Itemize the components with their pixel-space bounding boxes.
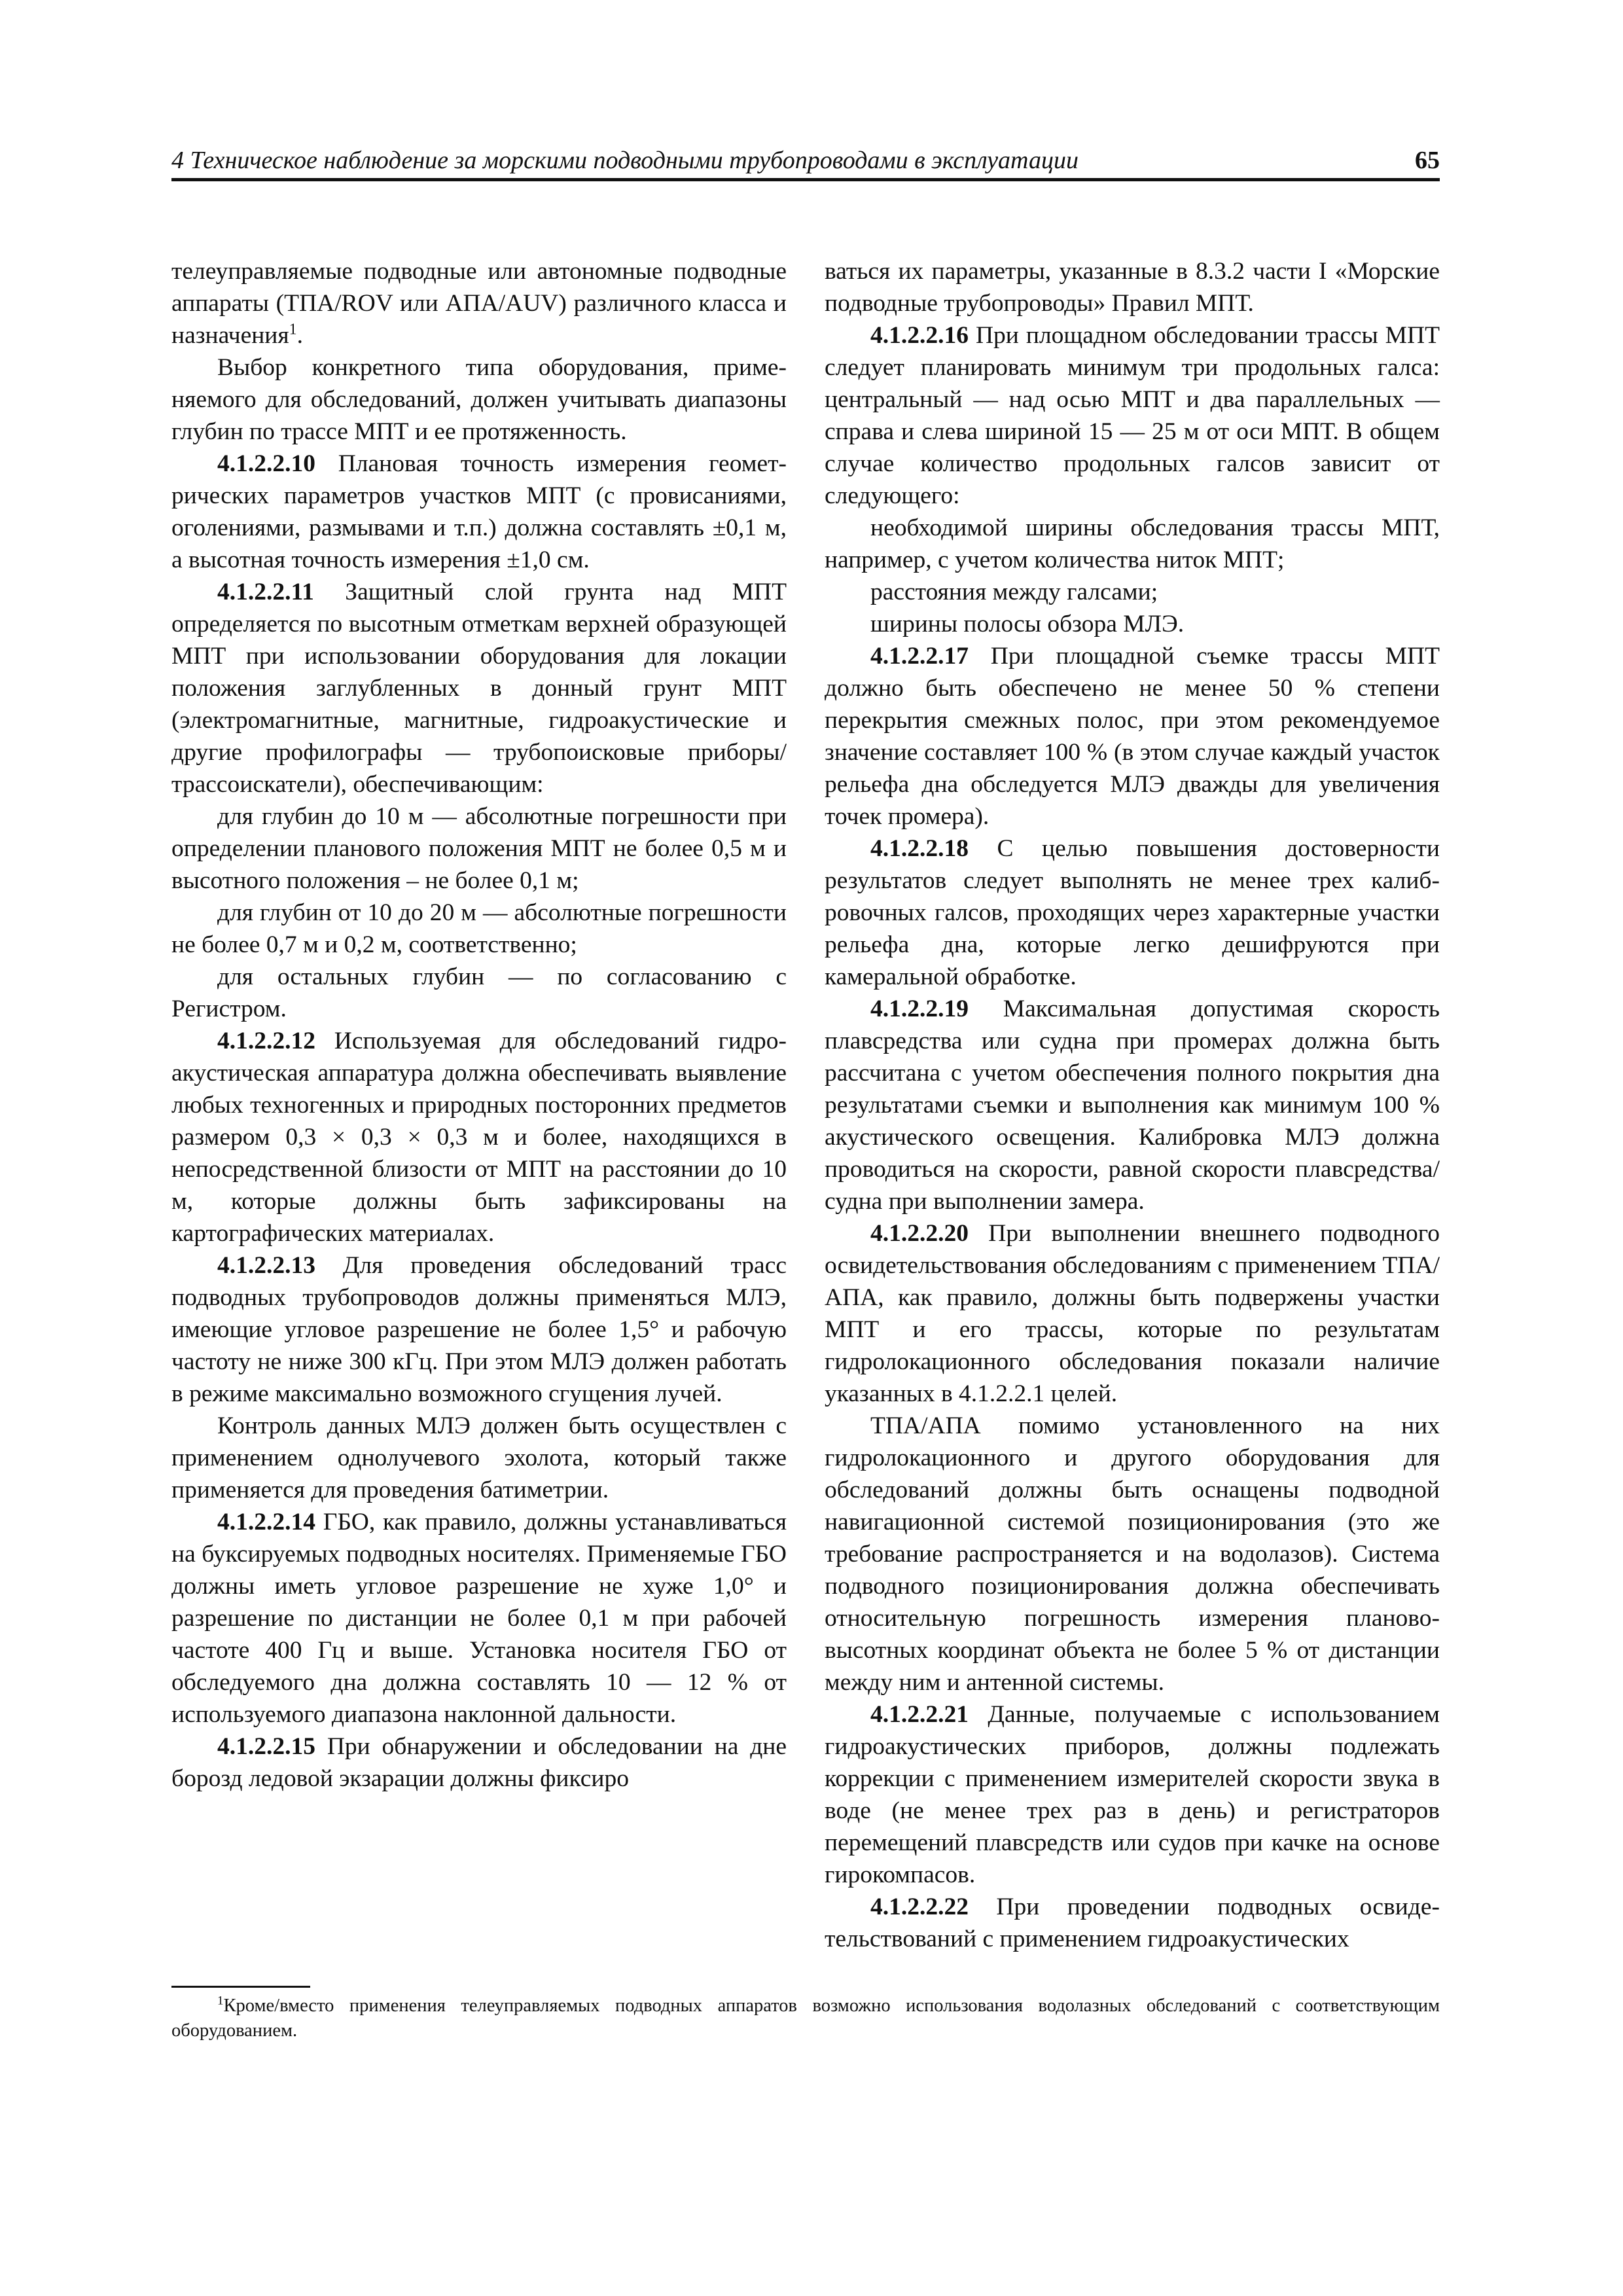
paragraph: Выбор конкретного типа оборудования, применяемого для обследований, должен учитывать диапазоны глубин по трассе МПТ и ее протяженность. [171, 354, 787, 445]
paragraph: Контроль данных МЛЭ должен быть осуществлен с применением однолучевого эхолота, который также применяется для проведения батиметрии. [171, 1412, 787, 1503]
page-number: 65 [1415, 147, 1440, 174]
clause-4-1-2-2-22: 4.1.2.2.22 При проведении подводных освидетельствований с применением гидроакустических [825, 1893, 1440, 1952]
right-column [825, 255, 1440, 1955]
footnote-mark: 1 [289, 321, 297, 338]
list-item: для остальных глубин — по согласованию с Регистром. [171, 963, 787, 1022]
running-head [171, 145, 1440, 175]
clause-4-1-2-2-17: 4.1.2.2.17 При площадной съемке трассы МПТ должно быть обеспечено не менее 50 % степени перекрытия смежных полос, при этом рекомендуемое значение составляет 100 % (в этом случае каждый участок рельефа дна обследуется МЛЭ дважды для увеличения точек промера). [825, 643, 1440, 830]
paragraph: ваться их параметры, указанные в 8.3.2 части I «Морские подводные трубопроводы» Правил МПТ. [825, 258, 1440, 317]
header-rule [171, 178, 1440, 181]
clause-4-1-2-2-13: 4.1.2.2.13 Для проведения обследований трасс подводных трубопроводов должны применяться МЛЭ, имеющие угловое разрешение не более 1,5° и рабочую частоту не ниже 300 кГц. При этом МЛЭ должен работать в режиме максимально возможного сгущения лучей. [171, 1252, 787, 1407]
clause-number: 4.1.2.2.16 [870, 322, 969, 349]
clause-4-1-2-2-12: 4.1.2.2.12 Используемая для обследований гидроакустическая аппаратура должна обеспечивать выявление любых техногенных и природных посторонних предметов размером 0,3 × 0,3 × 0,3 м и более, находящихся в непосредственной близости от МПТ на расстоянии до 10 м, которые должны быть зафиксированы на картографических материалах. [171, 1028, 787, 1247]
clause-number: 4.1.2.2.22 [870, 1893, 969, 1920]
list-item: расстояния между галсами; [870, 579, 1158, 605]
list-item: для глубин до 10 м — абсолютные погрешности при определении планового положения МПТ не более 0,5 м и высотного положения – не более 0,1 м; [171, 803, 787, 894]
clause-4-1-2-2-18: 4.1.2.2.18 С целью повышения достоверности результатов следует выполнять не менее трех калибровочных галсов, проходящих через характерные участки рельефа дна, которые легко дешифруются при камеральной обработке. [825, 835, 1440, 990]
running-head-title: 4 Техническое наблюдение за морскими подводными трубопроводами в эксплуатации [171, 147, 1079, 174]
clause-4-1-2-2-14: 4.1.2.2.14 ГБО, как правило, должны устанавливаться на буксируемых подводных носителях. Применяемые ГБО должны иметь угловое разрешение не хуже 1,0° и разрешение по дистанции не более 0,1 м при рабочей частоте 400 Гц и выше. Установка носителя ГБО от обследуемого дна должна составлять 10 — 12 % от используемого диапазона наклонной дальности. [171, 1509, 787, 1728]
footnote-mark: 1 [217, 1994, 224, 2008]
clause-number: 4.1.2.2.19 [870, 996, 969, 1022]
clause-4-1-2-2-11: 4.1.2.2.11 Защитный слой грунта над МПТ определяется по высотным отметкам верхней образующей МПТ при использовании оборудования для локации положения заглубленных в донный грунт МПТ (электромагнитные, магнитные, гидроакустические и другие профилографы — трубопоисковые приборы/трассоискатели), обеспечивающим: [171, 579, 787, 798]
clause-4-1-2-2-21: 4.1.2.2.21 Данные, получаемые с использованием гидроакустических приборов, должны подлежать коррекции с применением измерителей скорости звука в воде (не менее трех раз в день) и регистраторов перемещений плавсредств или судов при качке на основе гирокомпасов. [825, 1701, 1440, 1888]
clause-4-1-2-2-10: 4.1.2.2.10 Плановая точность измерения геометрических параметров участков МПТ (с провисаниями, оголениями, размывами и т.п.) должна составлять ±0,1 м, а высотная точность измерения ±1,0 см. [171, 450, 787, 573]
clause-number: 4.1.2.2.12 [217, 1028, 315, 1054]
paragraph: телеуправляемые подводные или автономные подводные аппараты (ТПА/ROV или АПА/AUV) различного класса и назначения$^1$. [171, 258, 787, 349]
left-column [171, 255, 787, 1795]
footnote-text: Кроме/вместо применения телеуправляемых подводных аппаратов возможно использования водолазных обследований с соответствующим оборудованием. [171, 1996, 1440, 2041]
clause-number: 4.1.2.2.11 [217, 579, 314, 605]
clause-4-1-2-2-19: 4.1.2.2.19 Максимальная допустимая скорость плавсредства или судна при промерах должна быть рассчитана с учетом обеспечения полного покрытия дна результатами съемки и выполнения как минимум 100 % акустического освещения. Калибровка МЛЭ должна проводиться на скорости, равной скорости плавсредства/судна при выполнении замера. [825, 996, 1440, 1215]
clause-number: 4.1.2.2.14 [217, 1509, 315, 1535]
clause-4-1-2-2-16: 4.1.2.2.16 При площадном обследовании трассы МПТ следует планировать минимум три продольных галса: центральный — над осью МПТ и два параллельных — справа и слева шириной 15 — 25 м от оси МПТ. В общем случае количество продольных галсов зависит от следующего: [825, 322, 1440, 509]
clause-4-1-2-2-20: 4.1.2.2.20 При выполнении внешнего подводного освидетельствования обследованиям с применением ТПА/АПА, как правило, должны быть подвержены участки МПТ и его трассы, которые по результатам гидролокационного обследования показали наличие указанных в 4.1.2.2.1 целей. [825, 1220, 1440, 1407]
footnote [171, 1994, 1440, 2043]
clause-number: 4.1.2.2.13 [217, 1252, 315, 1279]
clause-number: 4.1.2.2.10 [217, 450, 315, 477]
list-item: ширины полосы обзора МЛЭ. [870, 611, 1185, 637]
clause-4-1-2-2-15: 4.1.2.2.15 При обнаружении и обследовании на дне борозд ледовой экзарации должны фиксиро [171, 1733, 787, 1792]
clause-number: 4.1.2.2.18 [870, 835, 969, 862]
paragraph: ТПА/АПА помимо установленного на них гидролокационного и другого оборудования для обследований должны быть оснащены подводной навигационной системой позиционирования (это же требование распространяется и на водолазов). Система подводного позиционирования должна обеспечивать относительную погрешность измерения планово-высотных координат объекта не более 5 % от дистанции между ним и антенной системы. [825, 1412, 1440, 1696]
footnote-rule [171, 1986, 310, 1988]
list-item: необходимой ширины обследования трассы МПТ, например, с учетом количества ниток МПТ; [825, 514, 1440, 573]
clause-number: 4.1.2.2.15 [217, 1733, 315, 1760]
clause-number: 4.1.2.2.17 [870, 643, 969, 670]
clause-number: 4.1.2.2.20 [870, 1220, 969, 1247]
clause-number: 4.1.2.2.21 [870, 1701, 969, 1728]
list-item: для глубин от 10 до 20 м — абсолютные погрешности не более 0,7 м и 0,2 м, соответственно; [171, 899, 787, 958]
